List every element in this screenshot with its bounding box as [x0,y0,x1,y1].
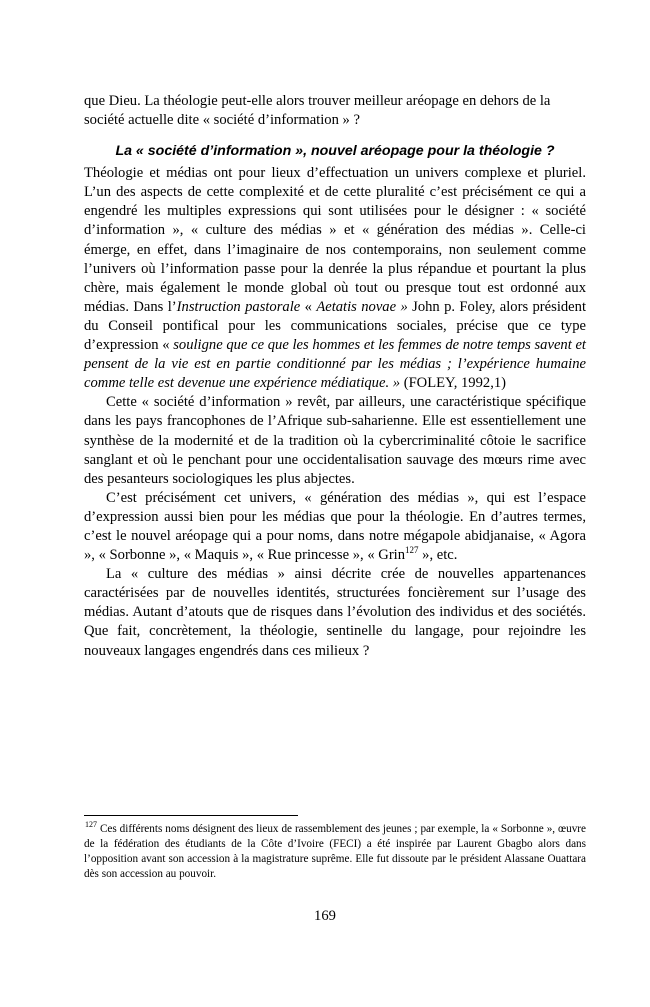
paragraph-2: Cette « société d’information » revêt, par ailleurs, une caractéristique spécifique dans les pays francophones de l’Afrique sub-saharienne. Elle est essentiellement une synthèse de la modernité et de la tradition où la cybercriminalité côtoie le sacrifice sanglant et où le penchant pour une occidentalisation sauvage des mœurs rime avec des pesanteurs sociologiques les plus abjectes. [84,394,586,487]
paragraph-1 [84,164,586,393]
page-number: 169 [314,908,336,924]
footnote-text: Ces différents noms désignent des lieux de rassemblement des jeunes ; par exemple, la « Sorbonne », œuvre de la fédération des étudiants de la Côte d’Ivoire (FECI) a été inspirée par Laurent Gbagbo alors dans l’opposition avant son accession à la magistrature suprême. Elle fut dissoute par le président Alassane Ouattara dès son accession au pouvoir. [84,823,586,880]
lead-paragraph: que Dieu. La théologie peut-elle alors trouver meilleur aréopage en dehors de la société actuelle dite « société d’information » ? [84,93,551,129]
p1-text-e: John p. Foley, alors président du Conseil pontifical pour les communications sociales, précise que ce type d’expression « [84,298,586,354]
p3-text-a: C’est précisément cet univers, « génération des médias », qui est l’espace d’expression aussi bien pour les médias que pour la théologie. En d’autres termes, c’est le nouvel aréopage qui a pour noms, dans notre mégapole abidjanaise, « Agora », « Sorbonne », « Maquis », « Rue princesse », « Grin [84,489,586,564]
footnote [84,822,586,882]
paragraph-3 [84,489,586,565]
page-body [84,92,586,661]
paragraph-4: La « culture des médias » ainsi décrite crée de nouvelles appartenances caractérisées par de nouvelles identités, structurées foncièrement sur l’usage des médias. Autant d’atouts que de risques dans l’évolution des individus et des sociétés. Que fait, concrètement, la théologie, sentinelle du langage, pour rejoindre les nouveaux langages engendrés dans ces milieux ? [84,566,586,659]
p1-quote-italic: souligne que ce que les hommes et les femmes de notre temps savent et pensent de la vie est en partie conditionné par les médias ; l’expérience humaine comme telle est devenue une expérience médiatique. » [84,337,586,392]
footnote-number: 127 [85,820,97,830]
p1-italic-d: Aetatis novae » [316,298,408,315]
p3-text-b: », etc. [418,547,458,564]
p1-text-c: « [300,298,317,315]
p1-italic-b: Instruction pastorale [176,298,301,315]
footnote-divider [84,815,298,816]
p1-citation: (FOLEY, 1992,1) [400,375,507,392]
p1-text-a: Théologie et médias ont pour lieux d’effectuation un univers complexe et pluriel. L’un des aspects de cette complexité et de cette pluralité c’est précisément ce qui a engendré les multiples expressions qui sont utilisées pour le désigner : « société d’information », « culture des médias » et « génération des médias ». Celle-ci émerge, en effet, dans l’imaginaire de nos contemporains, non seulement comme l’univers où l’information passe pour la denrée la plus répandue et pourtant la plus chère, mais également le monde global où tout ou presque tout est ordonné aux médias. Dans l’ [84,165,586,315]
section-heading: La « société d’information », nouvel aréopage pour la théologie ? [115,143,555,160]
footnote-reference[interactable]: 127 [405,545,419,556]
